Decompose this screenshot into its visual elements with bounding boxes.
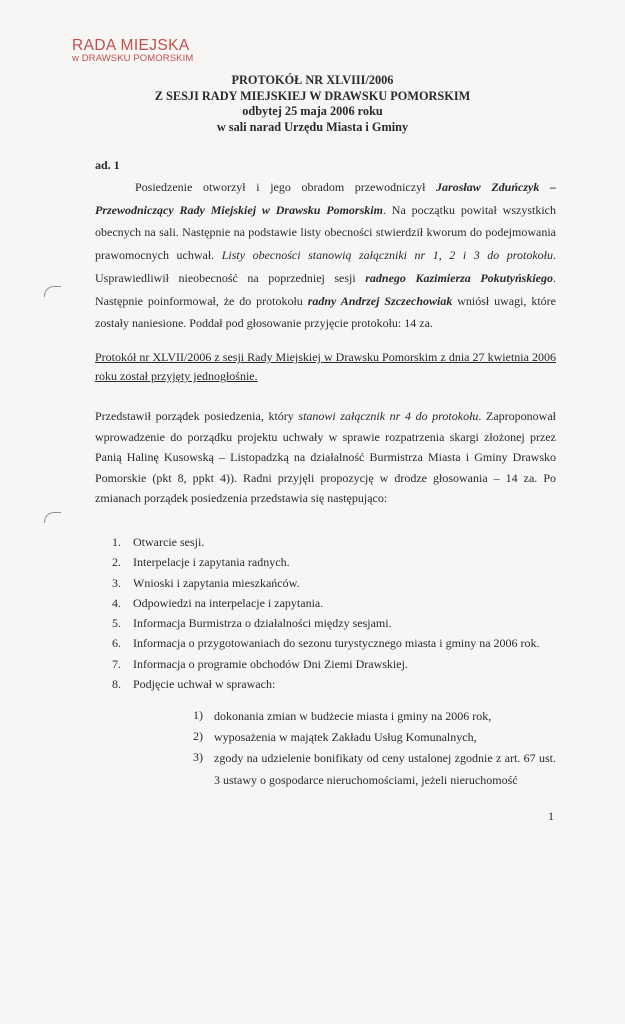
list-item	[112, 616, 562, 636]
text-run: Przedstawił porządek posiedzenia, który	[95, 409, 299, 423]
agenda-list	[112, 535, 562, 697]
text-run: Posiedzenie otworzył i jego obradom przewodniczył	[135, 180, 437, 194]
list-item-text: wyposażenia w majątek Zakładu Usług Komunalnych,	[214, 730, 477, 744]
title-line: odbytej 25 maja 2006 roku	[242, 104, 383, 119]
list-item	[112, 596, 562, 616]
list-item-number: 1.	[112, 535, 121, 549]
title-line: Z SESJI RADY MIEJSKIEJ W DRAWSKU POMORSKIM	[154, 88, 471, 103]
resolution-sublist	[193, 705, 556, 791]
page-number: 1	[548, 809, 554, 823]
list-item-number: 2)	[193, 729, 203, 743]
agenda-attachment-ref: stanowi załącznik nr 4 do protokołu	[298, 409, 479, 423]
list-item-text: Podjęcie uchwał w sprawach:	[133, 677, 276, 692]
text-run: wniósł uwagi, które zostały naniesione. Poddał pod głosowanie przyjęcie protokołu: 14 za.	[95, 293, 556, 331]
list-item-number: 2.	[112, 555, 121, 570]
binder-hole-mark	[44, 286, 61, 297]
list-item	[112, 657, 562, 677]
list-item-number: 3)	[193, 750, 203, 764]
section-label: ad. 1	[95, 158, 120, 172]
list-item	[193, 726, 556, 748]
list-item-text: Odpowiedzi na interpelacje i zapytania.	[133, 595, 324, 610]
council-city: w DRAWSKU POMORSKIM	[72, 53, 194, 65]
attendance-attachment-ref: Listy obecności stanowią załączniki nr 1, 2 i 3 do protokołu	[221, 248, 553, 263]
text-run: . Zaproponował wprowadzenie do porządku projektu uchwały w sprawie rozpatrzenia skargi złożonej przez Panią Halinę Kusowską – Listopadzką na działalność Burmistrza Miasta i Gminy Drawsko Pomorskie (pkt 8, ppkt 4)). Radni przyjęli propozycję w drodze głosowania – 14 za. Po zmianach porządek posiedzenia przedstawia się następująco:	[95, 409, 557, 506]
list-item-number: 3.	[112, 575, 121, 590]
document-title	[0, 73, 625, 135]
list-item-text: Informacja Burmistrza o działalności między sesjami.	[133, 616, 392, 631]
title-line: PROTOKÓŁ NR XLVIII/2006	[231, 73, 394, 87]
opening-paragraph	[95, 176, 556, 335]
text-run: . Na początku powitał wszystkich obecnych na sali. Następnie na podstawie listy obecności stwierdził kworum do podejmowania prawomocnych uchwał.	[95, 202, 556, 263]
binder-hole-mark	[44, 512, 61, 523]
list-item	[193, 705, 556, 727]
list-item-number: 1)	[193, 708, 203, 722]
list-item-number: 7.	[112, 656, 121, 671]
councillor-name: radny Andrzej Szczechowiak	[307, 293, 453, 308]
list-item-text: Otwarcie sesji.	[133, 535, 205, 549]
list-item-number: 6.	[112, 636, 121, 651]
list-item	[112, 677, 562, 697]
list-item-text: Interpelacje i zapytania radnych.	[133, 555, 290, 570]
list-item-text: dokonania zmian w budżecie miasta i gminy na 2006 rok,	[214, 709, 492, 723]
list-item-text: Informacja o przygotowaniach do sezonu turystycznego miasta i gminy na 2006 rok.	[133, 636, 540, 651]
protocol-adopted-paragraph: Protokół nr XLVII/2006 z sesji Rady Miejskiej w Drawsku Pomorskim z dnia 27 kwietnia 2006 roku został przyjęty jednogłośnie.	[95, 350, 556, 383]
list-item	[112, 576, 562, 596]
list-item-number: 4.	[112, 595, 121, 610]
council-name: RADA MIEJSKA	[72, 37, 190, 54]
list-item-text: zgody na udzielenie bonifikaty od ceny ustalonej zgodnie z art. 67 ust. 3 ustawy o gospodarce nieruchomościami, jeżeli nieruchomość	[214, 751, 556, 787]
list-item-text: Wnioski i zapytania mieszkańców.	[133, 575, 300, 590]
list-item	[112, 555, 562, 575]
list-item	[112, 636, 562, 656]
list-item-number: 8.	[112, 677, 121, 692]
list-item	[193, 747, 556, 791]
agenda-intro-paragraph	[95, 406, 556, 509]
text-run: . Następnie poinformował, że do protokołu	[95, 270, 556, 308]
absent-councillor: radnego Kazimierza Pokutyńskiego	[365, 270, 553, 285]
list-item-number: 5.	[112, 616, 121, 631]
list-item-text: Informacja o programie obchodów Dni Ziemi Drawskiej.	[133, 656, 408, 671]
council-letterhead	[72, 38, 193, 64]
text-run: . Usprawiedliwił nieobecność na poprzedniej sesji	[95, 248, 556, 285]
chairman-name: Jarosław Zduńczyk – Przewodniczący Rady Miejskiej w Drawsku Pomorskim	[95, 180, 556, 217]
title-line: w sali narad Urzędu Miasta i Gminy	[216, 119, 409, 134]
list-item	[112, 535, 562, 555]
